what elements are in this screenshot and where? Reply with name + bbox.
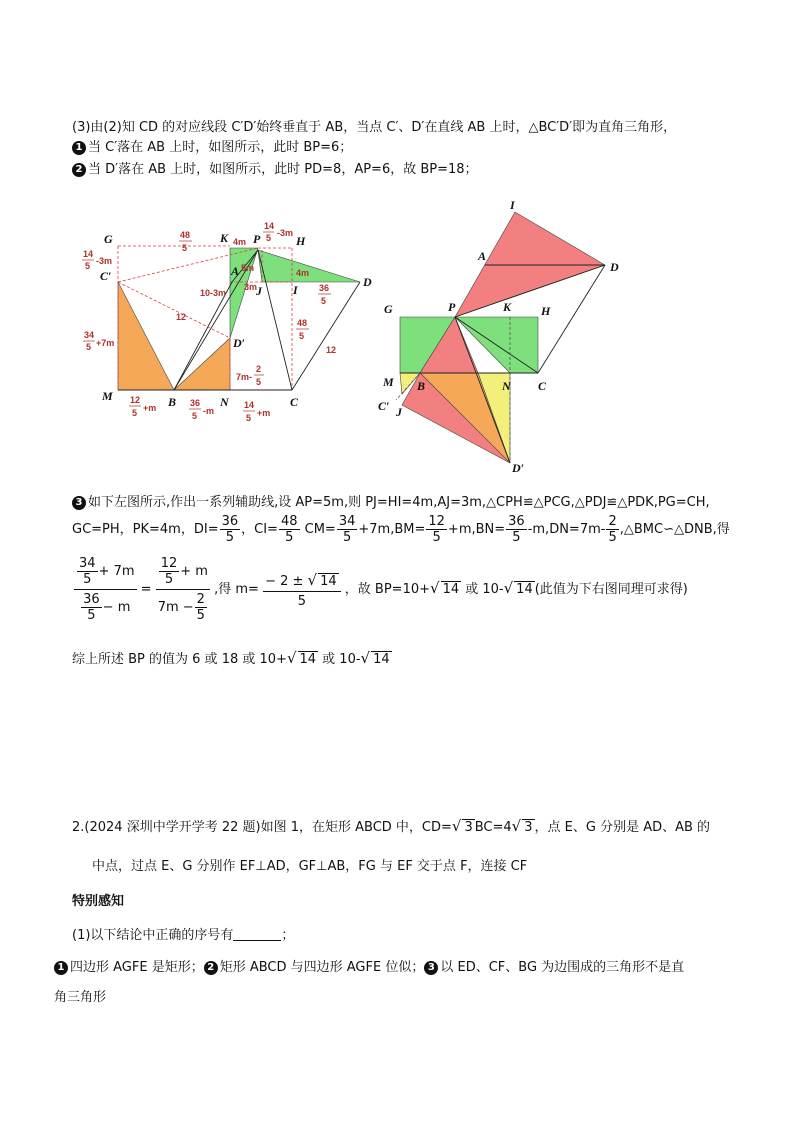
number-circle: 2 [204,961,218,975]
point-label: D′ [512,461,525,475]
sqrt-value: 14 [299,652,317,667]
sqrt-value: 14 [442,582,460,597]
svg-text:+7m: +7m [96,338,115,348]
para-3-text: +7m,BM= [358,522,426,537]
point-label: M [383,375,394,389]
point-label: G [104,232,113,246]
label-cm [83,330,114,352]
svg-text:5: 5 [256,377,262,387]
svg-text:14: 14 [244,400,255,410]
point-label: A [231,264,240,278]
q2-text: ； [281,928,295,943]
label-cd12: 12 [326,345,337,355]
point-label: P [253,232,261,246]
number-circle: 1 [72,141,86,155]
label-id [318,283,331,306]
point-label: B [168,395,177,409]
option-text: 矩形 ABCD 与四边形 AGFE 位似； [219,960,425,975]
answer-blank[interactable] [233,926,281,941]
svg-text:36: 36 [190,398,201,408]
q2-text: (1)以下结论中正确的序号有 [72,928,234,943]
options-line [54,958,684,978]
fraction: $\frac{2}{5}$ [608,514,617,545]
label-dn [236,364,264,387]
equation-text: (此值为下右图同理可求得) [534,582,688,597]
svg-text:5: 5 [266,233,272,243]
point-label: P [448,300,456,314]
label-a3m: 3m [244,282,258,292]
svg-text:7m-: 7m- [236,372,253,382]
orange-triangle-left [118,282,174,390]
svg-text:5: 5 [192,411,198,421]
equation-text: 或 10- [461,582,504,597]
svg-text:14: 14 [264,221,275,231]
question-2-line-2: 中点，过点 E、G 分别作 EF⊥AD，GF⊥AB，FG 与 EF 交于点 F，连接 CF [92,859,528,874]
section-heading: 特别感知 [72,894,125,909]
number-circle: 1 [54,961,68,975]
point-label: K [503,300,512,314]
options-line-2: 角三角形 [54,990,107,1005]
text-line-3-body: 当 D′落在 AB 上时，如图所示，此时 PD=8，AP=6，故 BP=18； [88,162,478,177]
para-3-text-a: 如下左图所示,作出一系列辅助线,设 AP=5m,则 PJ=HI=4m,AJ=3m,△CPH≌△PCG,△PDJ≌△PDK,PG=CH, [88,495,710,510]
option-text: 以 ED、CF、BG 为边围成的三角形不是直 [440,960,685,975]
svg-text:5: 5 [299,331,305,341]
sqrt-value: 3 [524,820,533,835]
orange-triangle-right [174,338,230,390]
question-2-line-1: 2.(2024 深圳中学开学考 22 题)如图 1，在矩形 ABCD 中，CD=√ 3 BC=4√ 3 ，点 E、G 分别是 AD、AB 的 [72,817,711,835]
point-label: I [510,198,515,212]
q2-text: ，点 E、G 分别是 AD、AB 的 [534,820,711,835]
equation-text: ,得 m= [214,582,259,597]
text-line-3 [72,160,478,180]
svg-text:36: 36 [319,283,330,293]
sqrt-value: 14 [373,652,390,667]
sqrt-value: 3 [464,820,473,835]
point-label: J [396,405,402,419]
label-bn [189,398,214,421]
sqrt-value: 14 [516,582,533,597]
sub-question-1 [72,926,294,946]
summary-text: 或 10- [318,652,361,667]
svg-text:48: 48 [180,230,191,240]
left-geometry-figure [72,215,392,430]
text-line-1: (3)由(2)知 CD 的对应线段 C′D′始终垂直于 AB，当点 C′、D′在直线 AB 上时，△BC′D′即为直角三角形， [72,120,677,135]
point-label: M [102,389,113,403]
point-label: B [417,379,426,393]
svg-text:5: 5 [321,296,327,306]
number-circle: 2 [72,163,86,177]
svg-text:+m: +m [143,403,157,413]
point-label: D [610,260,619,274]
para-3-text: -m,DN=7m- [527,522,606,537]
para-3-text: +m,BN= [447,522,506,537]
label-nc [243,400,270,423]
point-label: C [538,379,547,393]
point-label: K [220,231,229,245]
point-label: A [478,249,487,263]
text-line-2 [72,138,352,158]
fraction: $\frac{34}{5}$ [338,514,356,545]
label-10-3m: 10-3m [200,288,227,298]
point-label: C′ [100,269,112,283]
label-gk [179,230,192,253]
point-label: D [363,275,372,289]
green-triangle-left [230,248,258,338]
m-value-fraction: $\frac{- 2 \pm √ 14}{5}$ [263,571,341,609]
svg-text:5: 5 [182,243,188,253]
svg-text:5: 5 [132,408,138,418]
svg-text:5: 5 [85,261,91,271]
fraction: $\frac{36}{5}$ [221,514,239,545]
svg-text:-m: -m [203,406,214,416]
point-label: H [541,304,551,318]
svg-text:-3m: -3m [277,228,294,238]
summary-text: 综上所述 BP 的值为 6 或 18 或 10+ [72,652,287,667]
label-gc [82,249,112,271]
q2-text: BC=4 [474,820,512,835]
equation-text: ，故 BP=10+ [344,582,430,597]
fraction: $\frac{36}{5}$ [508,514,525,545]
svg-text:48: 48 [297,318,308,328]
point-label: J [256,284,262,298]
equation-line: $\frac{34}{5}$ + 7m $\frac{36}{5}$ − m = $\frac{12}{5}$ + m 7m − $\frac{2}{5}$ ,得 m= $\frac{- 2 \pm √ 14}{5}$ ，故 BP=10+√ 14 或 10-√ 14 (此值为下右图同理可求得) [74,556,688,623]
text-line-2-body: 当 C′落在 AB 上时，如图所示，此时 BP=6； [88,140,353,155]
number-circle: 3 [72,496,86,510]
summary-line: 综上所述 BP 的值为 6 或 18 或 10+√ 14 或 10-√ 14 [72,649,390,667]
label-k4m: 4m [233,237,247,247]
equals-sign: = [140,582,152,597]
label-mb [129,395,156,418]
right-geometry-figure [375,192,630,477]
label-bd12: 12 [176,312,187,322]
label-hi4m: 4m [296,268,310,278]
svg-text:5: 5 [86,342,92,352]
svg-text:5: 5 [246,413,252,423]
svg-text:34: 34 [84,330,95,340]
svg-text:-3m: -3m [96,256,113,266]
point-label: G [384,302,393,316]
para-3-line-1 [72,493,710,513]
left-compound-fraction: $\frac{34}{5}$ + 7m $\frac{36}{5}$ − m [74,556,137,623]
right-compound-fraction: $\frac{12}{5}$ + m 7m − $\frac{2}{5}$ [157,556,208,623]
point-label: N [502,379,511,393]
q2-text: 2.(2024 深圳中学开学考 22 题)如图 1，在矩形 ABCD 中，CD= [72,820,452,835]
point-label: D′ [233,336,246,350]
label-a5m: 5m [241,263,255,273]
point-label: H [296,234,306,248]
point-label: C [290,395,299,409]
para-3-line-2 [72,514,730,545]
svg-text:2: 2 [256,364,262,374]
label-ph [263,221,293,243]
svg-text:+m: +m [257,408,271,418]
para-3-text: GC=PH，PK=4m，DI= [72,522,219,537]
point-label: N [220,395,229,409]
para-3-text: CM= [300,522,336,537]
fraction: $\frac{12}{5}$ [428,514,445,545]
para-3-text: ，CI= [241,522,278,537]
fraction: $\frac{48}{5}$ [280,514,298,545]
point-label: C′ [378,399,390,413]
label-ci [296,318,309,341]
point-label: I [293,283,298,297]
svg-text:12: 12 [130,395,141,405]
option-text: 四边形 AGFE 是矩形； [70,960,204,975]
number-circle: 3 [424,961,438,975]
para-3-text: ,△BMC∽△DNB,得 [619,522,730,537]
svg-text:14: 14 [83,249,94,259]
